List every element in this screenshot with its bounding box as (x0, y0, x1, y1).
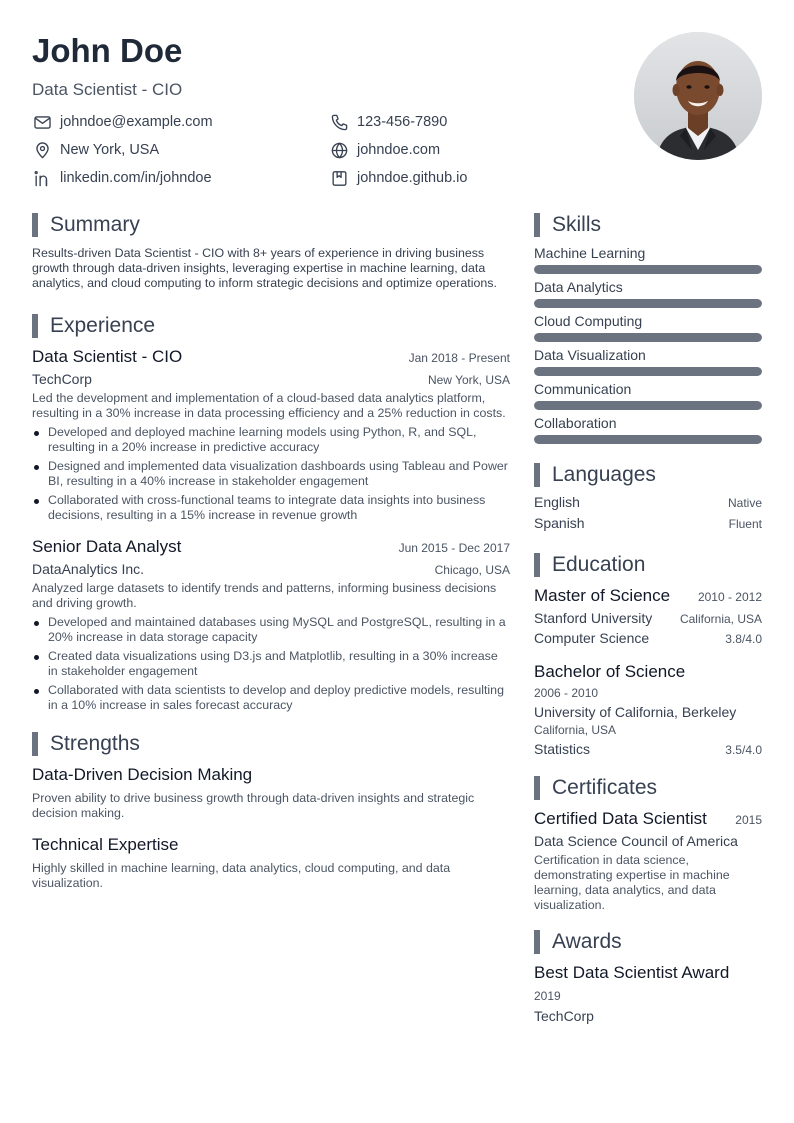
section-title: Education (552, 553, 646, 576)
strength-item (32, 765, 510, 821)
skill-level-bar (534, 401, 762, 410)
section-title: Skills (552, 213, 602, 236)
section-accent-bar (534, 930, 540, 954)
certificates-heading (534, 775, 762, 801)
job-description: Analyzed large datasets to identify trends and patterns, informing business decisions and driving growth. (32, 581, 497, 610)
skill-level-bar (534, 435, 762, 444)
skill-level-fill (534, 435, 762, 444)
job-location: New York, USA (427, 373, 510, 387)
phone-icon (329, 112, 349, 132)
section-accent-bar (534, 776, 540, 800)
award-year: 2019 (534, 989, 561, 1003)
map-pin-icon (32, 140, 52, 160)
section-title: Summary (50, 213, 140, 236)
certificate-description: Certification in data science, demonstrating expertise in machine learning, data analytics, and data visualization. (534, 853, 730, 912)
certificate-issuer: Data Science Council of America (534, 833, 738, 849)
language-item (534, 494, 762, 515)
job-dates: Jun 2015 - Dec 2017 (398, 541, 510, 555)
edu-field: Computer Science (534, 630, 650, 646)
list-item: Collaborated with data scientists to develop and deploy predictive models, resulting in a 10% increase in sales forecast accuracy (32, 683, 510, 713)
award-title: Best Data Scientist Award (534, 963, 730, 982)
strength-item (32, 835, 510, 891)
job-dates: Jan 2018 - Present (408, 351, 510, 365)
languages-list (534, 494, 762, 536)
contact-linkedin-text: linkedin.com/in/johndoe (60, 170, 212, 186)
contact-website[interactable] (329, 140, 440, 160)
skill-item (534, 312, 762, 342)
skill-level-bar (534, 265, 762, 274)
certificate-year: 2015 (735, 813, 762, 827)
skills-heading (534, 212, 762, 238)
edu-location: California, USA (534, 723, 617, 737)
bookmark-icon (329, 168, 349, 188)
skill-level-fill (534, 367, 762, 376)
edu-dates: 2006 - 2010 (534, 686, 599, 700)
edu-location: California, USA (679, 612, 762, 626)
strength-description: Proven ability to drive business growth through data-driven insights and strategic decision making. (32, 791, 475, 820)
skill-item (534, 346, 762, 376)
list-item: Collaborated with cross-functional teams to integrate data insights into business decisions, resulting in a 15% increase in revenue growth (32, 493, 510, 523)
skill-name: Collaboration (534, 415, 617, 431)
skill-level-bar (534, 299, 762, 308)
contact-email-text: johndoe@example.com (60, 114, 213, 130)
contact-location (32, 140, 159, 160)
job-title: Data Scientist - CIO (32, 347, 183, 366)
skill-name: Communication (534, 381, 632, 397)
job-bullets (32, 615, 510, 713)
language-item (534, 515, 762, 536)
section-accent-bar (534, 463, 540, 487)
strength-title: Technical Expertise (32, 835, 179, 854)
edu-school: University of California, Berkeley (534, 704, 737, 720)
strength-description: Highly skilled in machine learning, data analytics, cloud computing, and data visualization. (32, 861, 451, 890)
job-location: Chicago, USA (434, 563, 510, 577)
job-company: DataAnalytics Inc. (32, 561, 145, 577)
edu-dates: 2010 - 2012 (697, 590, 762, 604)
skill-item (534, 380, 762, 410)
education-item (534, 662, 762, 757)
section-accent-bar (32, 213, 38, 237)
contact-github[interactable] (329, 168, 467, 188)
profile-photo (634, 32, 762, 160)
section-accent-bar (32, 732, 38, 756)
experience-item (32, 537, 510, 713)
strengths-heading (32, 731, 510, 757)
skills-list (534, 244, 762, 444)
skill-item (534, 244, 762, 274)
job-title: Senior Data Analyst (32, 537, 182, 556)
section-accent-bar (534, 553, 540, 577)
skill-level-fill (534, 401, 762, 410)
contact-website-text: johndoe.com (357, 142, 441, 158)
skill-item (534, 414, 762, 444)
edu-gpa: 3.5/4.0 (725, 743, 762, 757)
edu-field: Statistics (534, 741, 591, 757)
skill-level-fill (534, 265, 762, 274)
experience-heading (32, 313, 510, 339)
edu-gpa: 3.8/4.0 (725, 632, 762, 646)
contact-linkedin[interactable] (32, 168, 212, 188)
contact-phone-text: 123-456-7890 (357, 114, 448, 130)
skill-name: Machine Learning (534, 245, 646, 261)
summary-heading (32, 212, 510, 238)
experience-item (32, 347, 510, 523)
section-accent-bar (32, 314, 38, 338)
languages-heading (534, 462, 762, 488)
edu-degree: Master of Science (534, 586, 671, 605)
education-heading (534, 552, 762, 578)
list-item: Created data visualizations using D3.js and Matplotlib, resulting in a 30% increase in stakeholder engagement (32, 649, 510, 679)
skill-name: Data Analytics (534, 279, 623, 295)
section-title: Certificates (552, 776, 658, 799)
contact-github-text: johndoe.github.io (357, 170, 468, 186)
skill-name: Data Visualization (534, 347, 646, 363)
language-name: Spanish (534, 515, 585, 531)
job-description: Led the development and implementation of a cloud-based data analytics platform, resulting in a 30% increase in data processing efficiency and a 25% reduction in costs. (32, 391, 506, 420)
contact-email[interactable] (32, 112, 213, 132)
job-company: TechCorp (32, 371, 92, 387)
list-item: Developed and maintained databases using MySQL and PostgreSQL, resulting in a 20% increase in data storage capacity (32, 615, 510, 645)
list-item: Developed and deployed machine learning models using Python, R, and SQL, resulting in a 20% increase in predictive accuracy (32, 425, 510, 455)
skill-level-fill (534, 299, 762, 308)
language-level: Native (727, 496, 762, 510)
edu-school: Stanford University (534, 610, 653, 626)
left-column (32, 212, 510, 891)
candidate-title: Data Scientist - CIO (32, 80, 183, 99)
right-column (534, 212, 762, 1024)
skill-name: Cloud Computing (534, 313, 643, 329)
summary-text: Results-driven Data Scientist - CIO with 8+ years of experience in driving business growth through data-driven insights, leveraging expertise in machine learning, data analytics, and cloud computing to inform strategic decisions and optimize operations. (32, 246, 497, 290)
award-issuer: TechCorp (534, 1008, 594, 1024)
section-accent-bar (534, 213, 540, 237)
education-item (534, 586, 762, 646)
linkedin-icon (32, 168, 52, 188)
mail-icon (32, 112, 52, 132)
contact-phone[interactable] (329, 112, 447, 132)
section-title: Experience (50, 314, 156, 337)
skill-level-fill (534, 333, 762, 342)
section-title: Strengths (50, 732, 140, 755)
section-title: Awards (552, 930, 622, 953)
certificate-title: Certified Data Scientist (534, 809, 707, 828)
skill-level-bar (534, 333, 762, 342)
strength-title: Data-Driven Decision Making (32, 765, 253, 784)
list-item: Designed and implemented data visualization dashboards using Tableau and Power BI, resulting in a 40% increase in stakeholder engagement (32, 459, 510, 489)
skill-item (534, 278, 762, 308)
edu-degree: Bachelor of Science (534, 662, 686, 681)
language-name: English (534, 494, 580, 510)
awards-heading (534, 929, 762, 955)
section-title: Languages (552, 463, 656, 486)
award-item (534, 963, 762, 1024)
certificate-item (534, 809, 762, 913)
language-level: Fluent (728, 517, 762, 531)
candidate-name: John Doe (32, 32, 183, 69)
job-bullets (32, 425, 510, 523)
globe-icon (329, 140, 349, 160)
skill-level-bar (534, 367, 762, 376)
contact-location-text: New York, USA (60, 142, 160, 158)
